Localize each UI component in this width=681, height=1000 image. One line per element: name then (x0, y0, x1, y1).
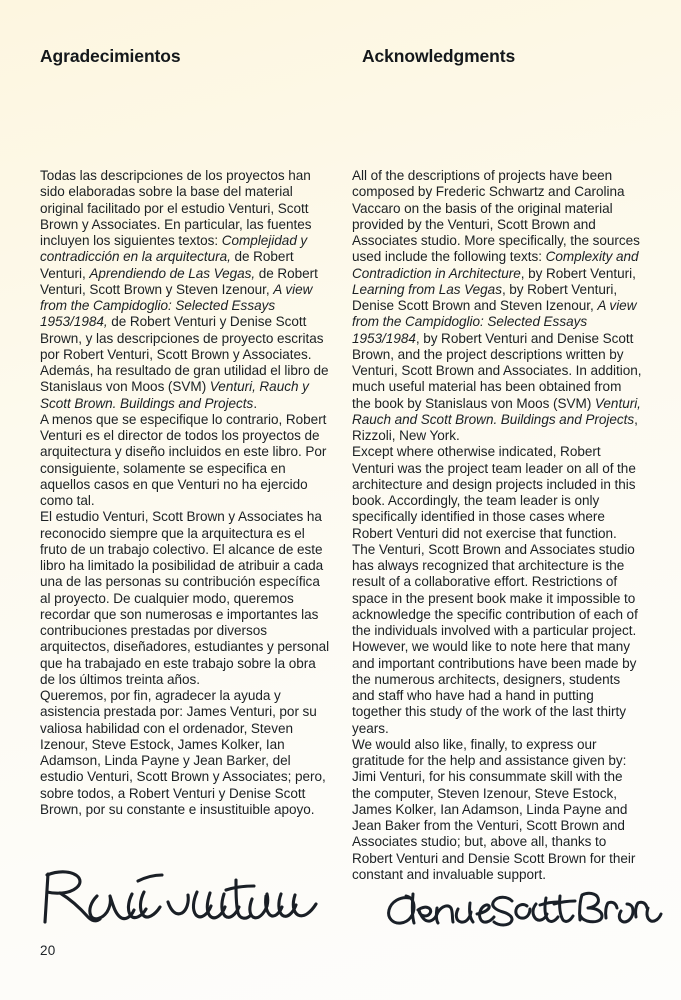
paragraph: The Venturi, Scott Brown and Associates studio has always recognized that architecture is the result of a collaborative effort. Restrictions of space in the present book make it impossible to acknowledge the specific contribution of each of the individuals involved with a particular project. However, we would like to note here that many and important contributions have been made by the numerous architects, designers, students and staff who have had a hand in putting together this study of the work of the last thirty years. (352, 541, 638, 736)
page-number: 20 (40, 943, 56, 958)
paragraph: All of the descriptions of projects have been composed by Frederic Schwartz and Carolina Vaccaro on the basis of the original material provided by the Venturi, Scott Brown and Associates studio. More specifically, the sources used include the following texts: Complexity and Contradiction in Architecture, by Robert Venturi, Learning from Las Vegas, by Robert Venturi, Denise Scott Brown and Steven Izenour, A view from the Campidoglio: Selected Essays 1953/1984, by Robert Venturi and Denise Scott Brown, and the project descriptions written by Venturi, Scott Brown and Associates. In addition, much useful material has been obtained from the book by Stanislaus von Moos (SVM) Venturi, Rauch and Scott Brown. Buildings and Projects, Rizzoli, New York. (352, 168, 642, 443)
column-spanish (40, 168, 330, 883)
denise-scott-brown-signature (380, 884, 665, 940)
paragraph: A menos que se especifique lo contrario, Robert Venturi es el director de todos los proyectos de arquitectura y diseño incluidos en este libro. Por consiguiente, solamente se especifica en aquellos casos en que Venturi no ha ejercido como tal. (40, 411, 327, 508)
paragraph: Except where otherwise indicated, Robert Venturi was the project team leader on all of the architecture and design projects included in this book. Accordingly, the team leader is only specifically identified in those cases where Robert Venturi did not exercise that function. (352, 444, 636, 541)
heading-spanish: Agradecimientos (40, 46, 181, 66)
paragraph: Queremos, por fin, agradecer la ayuda y asistencia prestada por: James Venturi, por su valiosa habilidad con el ordenador, Steven Izenour, Steve Estock, James Kolker, Ian Adamson, Linda Payne y Jean Barker, del estudio Venturi, Scott Brown y Associates; pero, sobre todos, a Robert Venturi y Denise Scott Brown, por su constante e insustituible apoyo. (40, 688, 326, 817)
text-columns (40, 168, 643, 883)
paragraph: We would also like, finally, to express our gratitude for the help and assistance given by: Jimi Venturi, for his consummate skill with the the computer, Steven Izenour, Steve Estock, James Kolker, Ian Adamson, Linda Payne and Jean Baker from the Venturi, Scott Brown and Associates studio; but, above all, thanks to Robert Venturi and Densie Scott Brown for their constant and invaluable support. (352, 736, 636, 882)
heading-english: Acknowledgments (362, 46, 516, 66)
paragraph: El estudio Venturi, Scott Brown y Associates ha reconocido siempre que la arquitectura es el fruto de un trabajo colectivo. El alcance de este libro ha limitado la posibilidad de atribuir a cada una de las personas su contribución específica al proyecto. De cualquier modo, queremos recordar que son numerosas e importantes las contribuciones prestadas por diversos arquitectos, diseñadores, estudiantes y personal que ha trabajado en este trabajo sobre la obra de los últimos treinta años. (40, 509, 330, 687)
column-english (352, 168, 642, 883)
section-headings (40, 47, 641, 66)
paragraph: Todas las descripciones de los proyectos han sido elaboradas sobre la base del material original facilitado por el estudio Venturi, Scott Brown y Associates. En particular, las fuentes incluyen los siguientes textos: Complejidad y contradicción en la arquitectura, de Robert Venturi, Aprendiendo de Las Vegas, de Robert Venturi, Scott Brown y Steven Izenour, A view from the Campidoglio: Selected Essays 1953/1984, de Robert Venturi y Denise Scott Brown, y las descripciones de proyecto escritas por Robert Venturi, Scott Brown y Associates. Además, ha resultado de gran utilidad el libro de Stanislaus von Moos (SVM) Venturi, Rauch y Scott Brown. Buildings and Projects. (40, 168, 329, 411)
